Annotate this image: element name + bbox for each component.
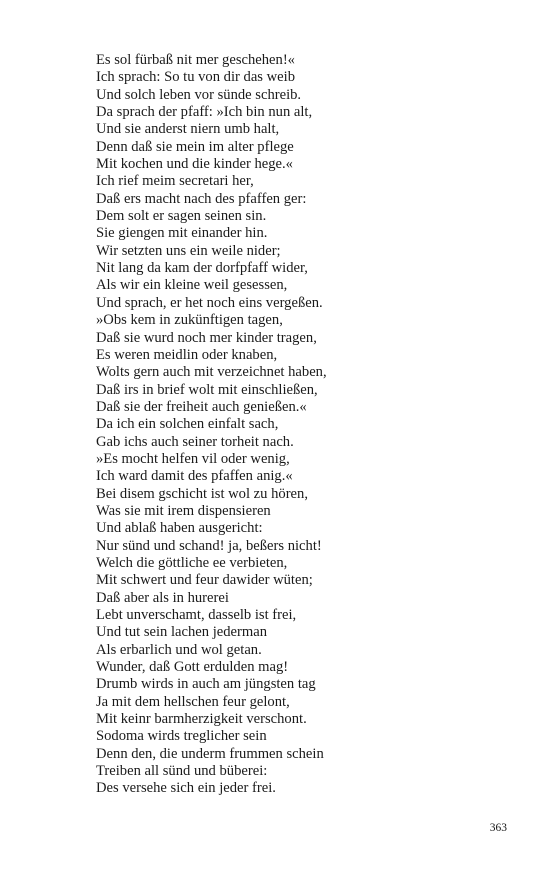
poem-line: Da ich ein solchen einfalt sach, [96, 416, 279, 433]
poem-line: Und sie anderst niern umb halt, [96, 121, 280, 138]
poem-line: Des versehe sich ein jeder frei. [96, 780, 276, 797]
poem-line: »Obs kem in zukünftigen tagen, [96, 312, 283, 329]
poem-line: Sie giengen mit einander hin. [96, 225, 268, 242]
poem-line: Daß sie der freiheit auch genießen.« [96, 398, 307, 415]
poem-line: Welch die göttliche ee verbieten, [96, 554, 288, 571]
poem-line: Nit lang da kam der dorfpfaff wider, [96, 260, 308, 277]
poem-line: Ich rief meim secretari her, [96, 173, 254, 190]
poem-line: Sodoma wirds treglicher sein [96, 728, 267, 745]
poem-line: Es weren meidlin oder knaben, [96, 346, 278, 363]
poem-line: Ich ward damit des pfaffen anig.« [96, 468, 293, 485]
page-number: 363 [489, 822, 507, 834]
poem-line: Und ablaß haben ausgericht: [96, 520, 263, 537]
poem-line: Und solch leben vor sünde schreib. [96, 86, 302, 103]
poem-line: Treiben all sünd und büberei: [96, 763, 268, 780]
poem-line: Und tut sein lachen jederman [96, 624, 268, 641]
poem-line: Lebt unverschamt, dasselb ist frei, [96, 607, 297, 623]
poem-line: Was sie mit irem dispensieren [96, 502, 271, 519]
poem-line: Denn daß sie mein im alter pflege [96, 138, 294, 155]
poem-line: Denn den, die underm frummen schein [96, 745, 324, 762]
poem-line: Daß ers macht nach des pfaffen ger: [96, 190, 307, 207]
poem-text [96, 52, 516, 798]
poem-line: Daß sie wurd noch mer kinder tragen, [96, 329, 317, 346]
poem-line: Wunder, daß Gott erdulden mag! [96, 659, 289, 676]
poem-line: Mit keinr barmherzigkeit verschont. [96, 711, 307, 728]
poem-line: »Es mocht helfen vil oder wenig, [96, 450, 290, 467]
poem-line: Als erbarlich und wol getan. [96, 641, 262, 658]
poem-line: Wir setzten uns ein weile nider; [96, 242, 281, 259]
poem-line: Nur sünd und schand! ja, beßers nicht! [96, 537, 322, 554]
poem-line: Bei disem gschicht ist wol zu hören, [96, 485, 308, 502]
poem-line: Gab ichs auch seiner torheit nach. [96, 433, 294, 450]
poem-line: Daß irs in brief wolt mit einschließen, [96, 381, 318, 398]
poem-line: Es sol fürbaß nit mer geschehen!« [96, 52, 295, 68]
poem-line: Und sprach, er het noch eins vergeßen. [96, 294, 323, 311]
poem-line: Dem solt er sagen seinen sin. [96, 208, 267, 225]
poem-line: Ich sprach: So tu von dir das weib [96, 69, 296, 86]
poem-line: Wolts gern auch mit verzeichnet haben, [96, 364, 327, 381]
poem-line: Mit schwert und feur dawider wüten; [96, 572, 313, 589]
poem-line: Daß aber als in hurerei [96, 589, 229, 606]
poem-line: Drumb wirds in auch am jüngsten tag [96, 676, 316, 693]
poem-line: Ja mit dem hellschen feur gelont, [96, 693, 290, 710]
poem-line: Als wir ein kleine weil gesessen, [96, 277, 288, 294]
poem-line: Da sprach der pfaff: »Ich bin nun alt, [96, 104, 313, 121]
poem-line: Mit kochen und die kinder hege.« [96, 156, 293, 173]
